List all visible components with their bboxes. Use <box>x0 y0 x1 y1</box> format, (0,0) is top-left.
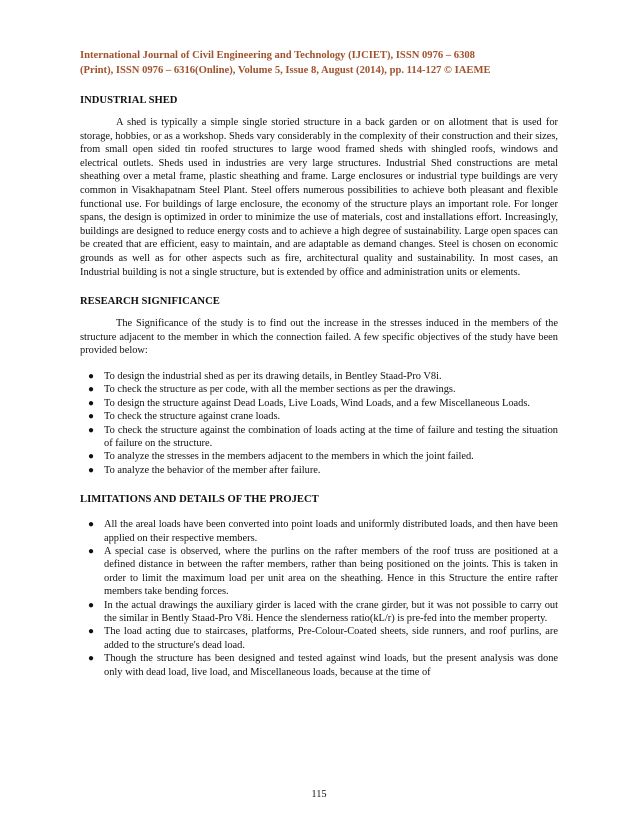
list-item: ● To check the structure as per code, with all the member sections as per the drawings. <box>88 384 456 396</box>
section-heading-research-significance: RESEARCH SIGNIFICANCE <box>80 296 220 308</box>
industrial-shed-paragraph: A shed is typically a simple single storied structure in a back garden or on allotment that is used for storage, hobbies, or as a workshop. Sheds vary considerably in the complexity of their construction and their sizes, from small open sided tin roofed structures to large wood framed sheds with shingled roofs, windows and electrical outlets. Sheds used in industries are very large structures. Industrial Shed constructions are metal sheathing over a metal frame, plastic sheathing and frame. Large enclosures or industrial type buildings are very common in Visakhapatnam Steel Plant. Steel offers numerous possibilities to achieve both pleasant and flexible functional use. For buildings of large enclosure, the economy of the structure plays an important role. For longer spans, the design is optimized in order to minimize the use of materials, cost and installations effort. Increasingly, buildings are designed to reduce energy costs and to achieve a high degree of sustainability. Large open spaces can be created that are efficient, easy to maintain, and are adaptable as demand changes. Steel is chosen on economic grounds as well as for other aspects such as fire, architectural quality and sustainability. In most cases, an Industrial building is not a single structure, but is extended by office and administration units or elements. <box>80 117 558 278</box>
list-item: ● The load acting due to staircases, platforms, Pre-Colour-Coated sheets, side runners, and roof purlins, are added to the structure's dead load. <box>88 626 558 651</box>
journal-header-line-1: International Journal of Civil Engineering and Technology (IJCIET), ISSN 0976 – 6308 <box>80 50 475 61</box>
page-number: 115 <box>311 789 327 800</box>
list-item: ● To check the structure against crane loads. <box>88 411 281 423</box>
bullet-icon: ● <box>88 626 95 638</box>
bullet-icon: ● <box>88 519 95 531</box>
bullet-icon: ● <box>88 599 95 611</box>
bullet-icon: ● <box>88 464 95 476</box>
bullet-icon: ● <box>88 545 95 557</box>
bullet-icon: ● <box>88 370 95 382</box>
list-item: ● Though the structure has been designed and tested against wind loads, but the present analysis was done only with dead load, live load, and Miscellaneous loads, because at the time of <box>88 653 558 678</box>
section-heading-industrial-shed: INDUSTRIAL SHED <box>80 95 178 106</box>
objectives-list <box>80 370 558 477</box>
list-item: ● A special case is observed, where the purlins on the rafter members of the roof truss are positioned at a defined distance in between the rafter members, rather than being positioned on the joints. This is taken in order to limit the maximum load per unit area on the sheathing. Hence in this Structure the entire rafter members take bending forces. <box>88 545 558 598</box>
list-item: ● In the actual drawings the auxiliary girder is laced with the crane girder, but it was not possible to carry out the similar in Bently Staad-Pro V8i. Hence the slenderness ratio(kL/r) is pre-fed into the member property. <box>88 599 558 624</box>
limitations-list <box>80 518 558 679</box>
section-heading-limitations: LIMITATIONS AND DETAILS OF THE PROJECT <box>80 494 319 506</box>
list-item: ● To design the industrial shed as per its drawing details, in Bentley Staad-Pro V8i. <box>88 370 442 382</box>
page-content <box>80 48 558 679</box>
journal-header-line-2: (Print), ISSN 0976 – 6316(Online), Volume 5, Issue 8, August (2014), pp. 114-127 © IAEME <box>80 65 491 76</box>
list-item: ● To check the structure against the combination of loads acting at the time of failure and testing the situation of failure on the structure. <box>88 424 558 449</box>
research-significance-paragraph: The Significance of the study is to find out the increase in the stresses induced in the members of the structure adjacent to the member in which the connection failed. A few specific objectives of the study have been provided below: <box>80 318 558 357</box>
bullet-icon: ● <box>88 397 95 409</box>
bullet-icon: ● <box>88 653 95 665</box>
list-item: ● To design the structure against Dead Loads, Live Loads, Wind Loads, and a few Miscellaneous Loads. <box>88 397 531 409</box>
list-item: ● To analyze the stresses in the members adjacent to the members in which the joint failed. <box>88 451 474 463</box>
bullet-icon: ● <box>88 424 95 436</box>
bullet-icon: ● <box>88 451 95 463</box>
journal-header <box>80 48 558 78</box>
bullet-icon: ● <box>88 384 95 396</box>
list-item: ● All the areal loads have been converted into point loads and uniformly distributed loads, and then have been applied on their respective members. <box>88 519 558 544</box>
bullet-icon: ● <box>88 411 95 423</box>
list-item: ● To analyze the behavior of the member after failure. <box>88 464 321 476</box>
